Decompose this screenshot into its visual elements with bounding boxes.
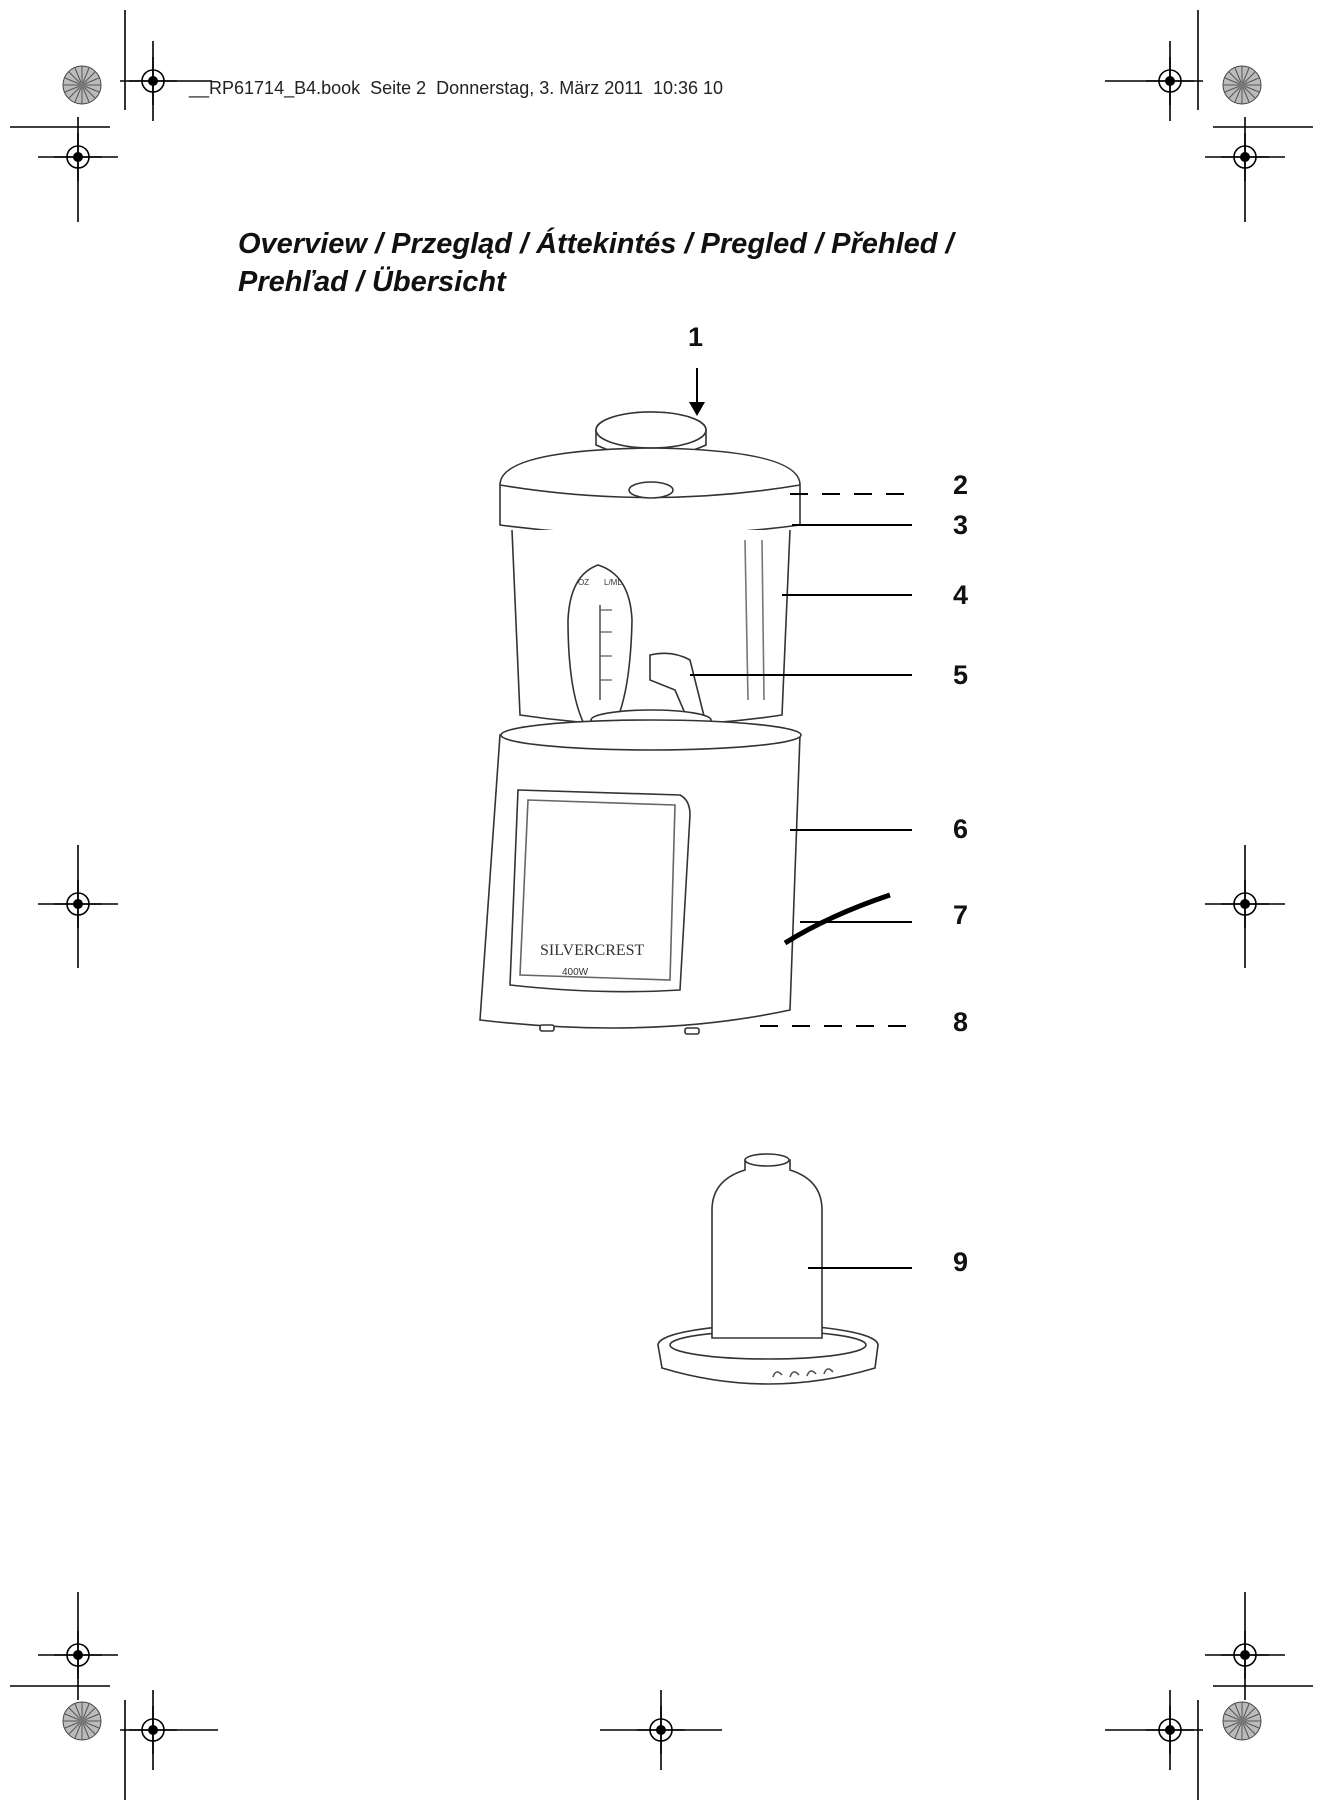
callout-9: 9 (953, 1247, 969, 1277)
color-starburst-top-right (1223, 66, 1261, 104)
callout-1: 1 (688, 322, 704, 352)
page-title-line-1: Overview / Przegląd / Áttekintés / Pregled / Přehled / (238, 228, 954, 260)
color-starburst-top-left (63, 66, 101, 104)
color-starburst-bottom-left (63, 1702, 101, 1740)
accessory-stem (712, 1160, 822, 1338)
scale-header-oz: OZ (578, 578, 590, 587)
brand-label: SILVERCREST (540, 942, 645, 959)
callout-4: 4 (953, 580, 969, 610)
callout-8: 8 (953, 1007, 969, 1037)
print-header: __RP61714_B4.book Seite 2 Donnerstag, 3. März 2011 10:36 10 (189, 78, 724, 98)
blender-illustration (480, 412, 890, 1034)
page-title-line-2: Prehľad / Übersicht (238, 266, 506, 298)
power-label: 400W (562, 967, 589, 978)
power-cable (785, 895, 890, 943)
scale-header-l: L/ML (604, 578, 622, 587)
callout-7: 7 (953, 900, 969, 930)
color-starburst-bottom-right (1223, 1702, 1261, 1740)
callout-6: 6 (953, 814, 969, 844)
control-panel (510, 790, 690, 992)
callout-3: 3 (953, 510, 969, 540)
callout-5: 5 (953, 660, 969, 690)
callout-2: 2 (953, 470, 969, 500)
